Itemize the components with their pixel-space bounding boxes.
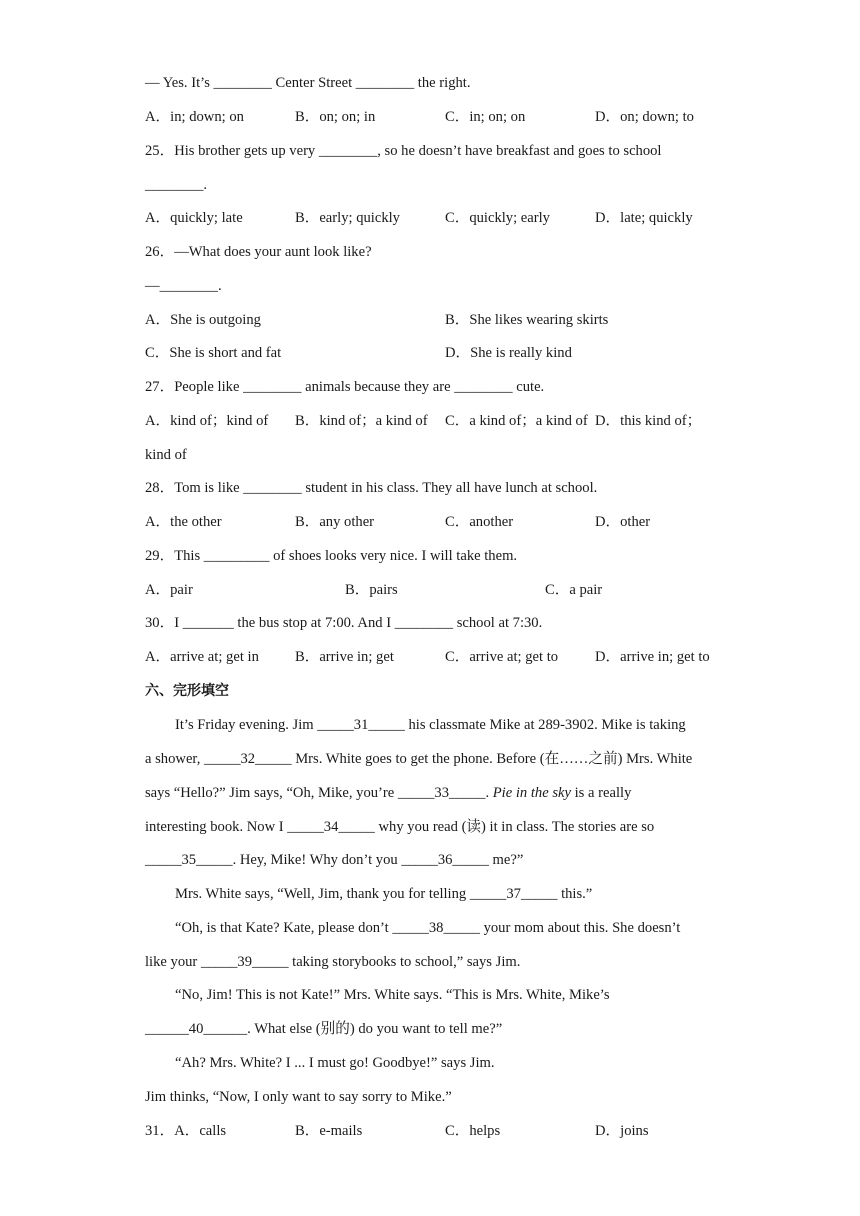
- passage-text: interesting book. Now I: [145, 819, 288, 835]
- passage-line-12: Jim thinks, “Now, I only want to say sorry to Mike.”: [145, 1089, 452, 1105]
- passage-text: your mom about this. She doesn’t: [479, 920, 681, 936]
- q26-stem: 26．—What does your aunt look like?: [145, 244, 372, 260]
- blank-36: _____36_____: [401, 852, 489, 868]
- passage-text: is a really: [570, 785, 632, 801]
- passage-text: “Oh, is that Kate? Kate, please don’t: [175, 920, 393, 936]
- q30-option-d: D．arrive in; get to: [595, 649, 710, 665]
- passage-text: .: [485, 785, 493, 801]
- passage-line-3: [145, 783, 631, 803]
- q27-option-d: D．this kind of；: [595, 413, 702, 429]
- q24-option-b: B．on; on; in: [295, 109, 376, 125]
- blank-35: _____35_____: [145, 852, 233, 868]
- q30-stem: 30．I _______ the bus stop at 7:00. And I ________ school at 7:30.: [145, 615, 543, 631]
- passage-text: Mrs. White goes to get the phone. Before (在……之前) Mrs. White: [291, 751, 693, 767]
- passage-text: why you read (读) it in class. The stories are so: [374, 819, 655, 835]
- blank-33: _____33_____: [397, 785, 486, 801]
- q29-option-a: A．pair: [145, 582, 193, 598]
- q29-stem: 29．This _________ of shoes looks very nice. I will take them.: [145, 548, 518, 564]
- q27-option-c: C．a kind of；a kind of: [445, 413, 588, 429]
- blank-39: _____39_____: [200, 954, 289, 970]
- q26-stem-cont: —________.: [145, 278, 222, 294]
- q31-option-b: B．e-mails: [295, 1123, 363, 1139]
- passage-line-5: [145, 850, 523, 870]
- q26-option-a: A．She is outgoing: [145, 312, 261, 328]
- q24-option-a: A．in; down; on: [145, 109, 244, 125]
- blank-31: _____31_____: [317, 717, 405, 733]
- q27-option-a: A．kind of；kind of: [145, 413, 269, 429]
- q25-option-b: B．early; quickly: [295, 210, 400, 226]
- passage-text: It’s Friday evening. Jim: [175, 717, 318, 733]
- q30-option-b: B．arrive in; get: [295, 649, 394, 665]
- q28-stem: 28．Tom is like ________ student in his class. They all have lunch at school.: [145, 480, 598, 496]
- q31-option-c: C．helps: [445, 1123, 501, 1139]
- passage-text: his classmate Mike at 289-3902. Mike is taking: [404, 717, 686, 733]
- q31-option-d: D．joins: [595, 1123, 649, 1139]
- blank-32: _____32_____: [204, 751, 292, 767]
- passage-line-8: [145, 952, 520, 972]
- blank-40: ______40______: [145, 1021, 248, 1037]
- passage-line-6: [175, 884, 592, 904]
- q30-option-a: A．arrive at; get in: [145, 649, 259, 665]
- passage-line-2: [145, 749, 692, 769]
- passage-line-7: [175, 918, 680, 938]
- passage-text: this.”: [557, 886, 593, 902]
- q25-stem-cont: ________.: [145, 177, 208, 193]
- passage-text: like your: [145, 954, 201, 970]
- passage-text: . What else (别的) do you want to tell me?”: [247, 1021, 503, 1037]
- q28-option-d: D．other: [595, 514, 651, 530]
- q29-option-c: C．a pair: [545, 582, 603, 598]
- q25-option-a: A．quickly; late: [145, 210, 243, 226]
- passage-text: me?”: [488, 852, 524, 868]
- passage-line-11: “Ah? Mrs. White? I ... I must go! Goodbye!” says Jim.: [175, 1055, 495, 1071]
- q28-option-a: A．the other: [145, 514, 222, 530]
- q24-stem: — Yes. It’s ________ Center Street ________ the right.: [145, 75, 471, 91]
- blank-37: _____37_____: [469, 886, 558, 902]
- q26-option-d: D．She is really kind: [445, 345, 572, 361]
- section-title: 六、完形填空: [145, 683, 229, 699]
- blank-38: _____38_____: [392, 920, 480, 936]
- q24-option-c: C．in; on; on: [445, 109, 526, 125]
- q27-option-d-cont: kind of: [145, 447, 187, 463]
- passage-text: taking storybooks to school,” says Jim.: [288, 954, 521, 970]
- q27-option-b: B．kind of；a kind of: [295, 413, 428, 429]
- q29-option-b: B．pairs: [345, 582, 398, 598]
- passage-line-10: [145, 1019, 502, 1039]
- passage-line-1: [175, 715, 686, 735]
- q28-option-c: C．another: [445, 514, 514, 530]
- passage-line-9: “No, Jim! This is not Kate!” Mrs. White says. “This is Mrs. White, Mike’s: [175, 987, 610, 1003]
- q26-option-b: B．She likes wearing skirts: [445, 312, 609, 328]
- passage-text: a shower,: [145, 751, 204, 767]
- book-title: Pie in the sky: [492, 785, 571, 801]
- passage-line-4: [145, 817, 654, 837]
- passage-text: Mrs. White says, “Well, Jim, thank you for telling: [175, 886, 470, 902]
- q25-option-c: C．quickly; early: [445, 210, 550, 226]
- passage-text: says “Hello?” Jim says, “Oh, Mike, you’re: [145, 785, 398, 801]
- q30-option-c: C．arrive at; get to: [445, 649, 559, 665]
- blank-34: _____34_____: [287, 819, 375, 835]
- q28-option-b: B．any other: [295, 514, 375, 530]
- passage-text: . Hey, Mike! Why don’t you: [232, 852, 402, 868]
- q26-option-c: C．She is short and fat: [145, 345, 282, 361]
- q24-option-d: D．on; down; to: [595, 109, 694, 125]
- q31-option-a: 31．A．calls: [145, 1123, 227, 1139]
- q25-stem: 25．His brother gets up very ________, so he doesn’t have breakfast and goes to school: [145, 143, 662, 159]
- q27-stem: 27．People like ________ animals because they are ________ cute.: [145, 379, 545, 395]
- q25-option-d: D．late; quickly: [595, 210, 693, 226]
